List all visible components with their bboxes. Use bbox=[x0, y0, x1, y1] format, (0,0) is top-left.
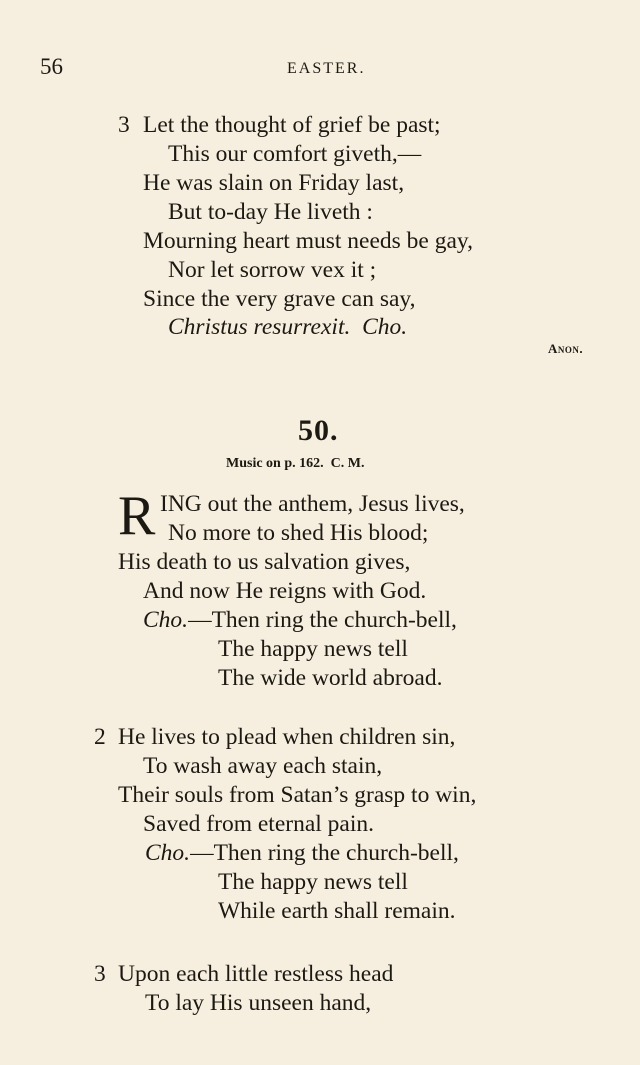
verse-line: Nor let sorrow vex it ; bbox=[168, 257, 377, 283]
verse-line: Saved from eternal pain. bbox=[143, 811, 374, 837]
chorus-label: Cho. bbox=[145, 840, 191, 866]
meter: C. M. bbox=[330, 456, 365, 471]
music-page-ref: Music on p. 162. bbox=[226, 456, 324, 471]
section-title: EASTER. bbox=[287, 60, 366, 77]
verse-line: His death to us salvation gives, bbox=[118, 549, 411, 575]
chorus-label: Cho. bbox=[143, 607, 189, 633]
verse-line: Upon each little restless head bbox=[118, 961, 394, 987]
chorus-text: —Then ring the church-bell, bbox=[188, 607, 457, 633]
author-attribution: Anon. bbox=[548, 341, 584, 356]
verse-line: He was slain on Friday last, bbox=[143, 170, 405, 196]
verse-line: No more to shed His blood; bbox=[168, 520, 429, 546]
verse-line: Mourning heart must needs be gay, bbox=[143, 228, 474, 254]
music-reference bbox=[226, 456, 364, 472]
verse-line: This our comfort giveth,— bbox=[168, 141, 422, 167]
verse-line: He lives to plead when children sin, bbox=[118, 724, 456, 750]
verse-line: ING out the anthem, Jesus lives, bbox=[160, 491, 465, 517]
chorus-label: Cho. bbox=[362, 314, 408, 340]
verse-line: But to-day He liveth : bbox=[168, 199, 373, 225]
chorus-line: The wide world abroad. bbox=[218, 665, 443, 691]
chorus-line: The happy news tell bbox=[218, 636, 408, 662]
verse-line: Since the very grave can say, bbox=[143, 286, 416, 312]
latin-refrain bbox=[168, 313, 407, 342]
verse-line: To wash away each stain, bbox=[143, 753, 383, 779]
verse-line: To lay His unseen hand, bbox=[145, 990, 372, 1016]
chorus-line: While earth shall remain. bbox=[218, 898, 456, 924]
verse-line: Their souls from Satan’s grasp to win, bbox=[118, 782, 477, 808]
stanza-number: 2 bbox=[94, 724, 106, 750]
stanza-number: 3 bbox=[118, 112, 130, 138]
verse-line: And now He reigns with God. bbox=[143, 578, 427, 604]
chorus-line bbox=[143, 606, 457, 635]
chorus-text: —Then ring the church-bell, bbox=[190, 840, 459, 866]
chorus-line: The happy news tell bbox=[218, 869, 408, 895]
chorus-line bbox=[145, 839, 459, 868]
latin-text: Christus resurrexit. bbox=[168, 314, 351, 340]
hymn-number: 50. bbox=[298, 414, 339, 447]
stanza-number: 3 bbox=[94, 961, 106, 987]
drop-cap: R bbox=[118, 485, 156, 547]
page-number: 56 bbox=[40, 54, 63, 79]
verse-line: Let the thought of grief be past; bbox=[143, 112, 441, 138]
